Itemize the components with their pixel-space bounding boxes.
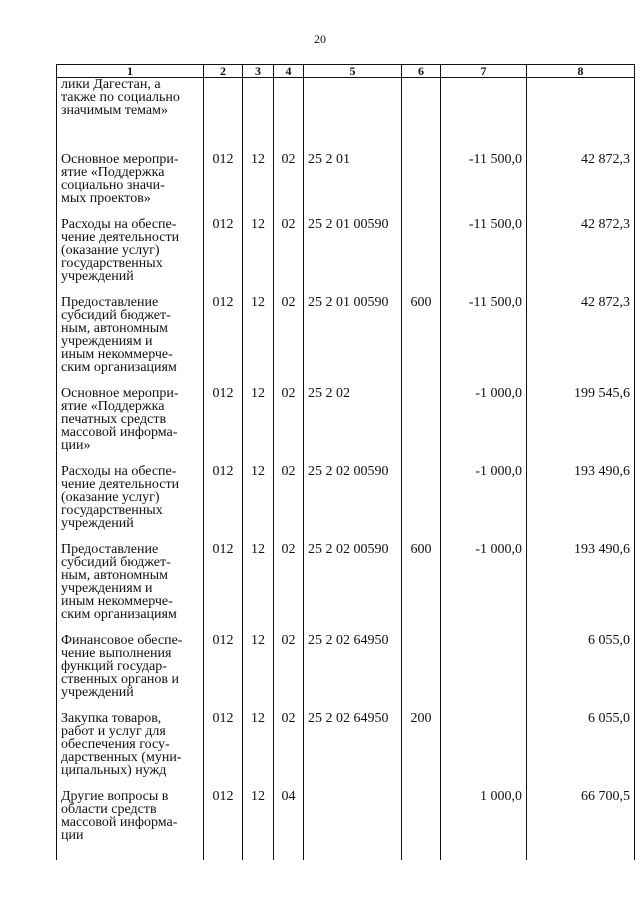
description-line: государственных (61, 256, 163, 271)
total-amount: 66 700,5 (527, 780, 635, 860)
section-code: 12 (243, 702, 274, 780)
column-header: 7 (441, 65, 527, 78)
table-row (57, 78, 635, 144)
description-line: чение деятельности (61, 230, 180, 245)
description-line: иным некоммерче- (61, 594, 173, 609)
description-line: мых проектов» (61, 191, 151, 206)
description-line: государственных (61, 503, 163, 518)
subsection-code: 02 (274, 143, 304, 208)
description-line: Предоставление (61, 542, 159, 557)
description-line: социально значи- (61, 178, 165, 193)
expense-type-code (402, 143, 441, 208)
change-amount: -11 500,0 (441, 286, 527, 377)
total-amount: 6 055,0 (527, 702, 635, 780)
total-amount: 193 490,6 (527, 533, 635, 624)
description-line: лики Дагестан, а (61, 77, 161, 92)
change-amount: -11 500,0 (441, 143, 527, 208)
description-line: чение деятельности (61, 477, 180, 492)
subsection-code: 02 (274, 286, 304, 377)
description-line: учреждений (61, 516, 134, 531)
row-description (57, 624, 204, 702)
target-article-code: 25 2 01 (304, 143, 402, 208)
description-line: Расходы на обеспе- (61, 217, 177, 232)
section-code: 12 (243, 143, 274, 208)
description-line: ным, автономным (61, 321, 169, 336)
subsection-code: 04 (274, 780, 304, 860)
description-line: Закупка товаров, (61, 711, 162, 726)
description-line: также по социально (61, 90, 180, 105)
column-header: 2 (204, 65, 243, 78)
change-amount (441, 624, 527, 702)
target-article-code (304, 78, 402, 144)
expense-type-code (402, 78, 441, 144)
expense-type-code: 600 (402, 286, 441, 377)
description-line: ским организациям (61, 360, 177, 375)
description-line: печатных средств (61, 412, 167, 427)
target-article-code: 25 2 01 00590 (304, 208, 402, 286)
target-article-code: 25 2 02 00590 (304, 455, 402, 533)
total-amount: 6 055,0 (527, 624, 635, 702)
target-article-code: 25 2 01 00590 (304, 286, 402, 377)
change-amount: -1 000,0 (441, 377, 527, 455)
ministry-code: 012 (204, 624, 243, 702)
total-amount: 193 490,6 (527, 455, 635, 533)
description-line: ципальных) нужд (61, 763, 167, 778)
subsection-code: 02 (274, 702, 304, 780)
description-line: Основное меропри- (61, 152, 179, 167)
target-article-code: 25 2 02 64950 (304, 624, 402, 702)
change-amount (441, 78, 527, 144)
description-line: ным, автономным (61, 568, 169, 583)
subsection-code: 02 (274, 533, 304, 624)
subsection-code: 02 (274, 208, 304, 286)
description-line: Расходы на обеспе- (61, 464, 177, 479)
budget-table (56, 64, 635, 860)
change-amount: 1 000,0 (441, 780, 527, 860)
subsection-code (274, 78, 304, 144)
description-line: (оказание услуг) (61, 490, 160, 505)
target-article-code (304, 780, 402, 860)
ministry-code: 012 (204, 533, 243, 624)
table-row (57, 377, 635, 455)
table-row (57, 780, 635, 860)
description-line: субсидий бюджет- (61, 555, 171, 570)
description-line: ственных органов и (61, 672, 180, 687)
expense-type-code (402, 208, 441, 286)
total-amount: 42 872,3 (527, 286, 635, 377)
description-line: значимым темам» (61, 103, 169, 118)
description-line: ции (61, 828, 84, 843)
table-row (57, 208, 635, 286)
column-header: 3 (243, 65, 274, 78)
column-header: 1 (57, 65, 204, 78)
description-line: функций государ- (61, 659, 167, 674)
subsection-code: 02 (274, 455, 304, 533)
ministry-code: 012 (204, 455, 243, 533)
table-row (57, 533, 635, 624)
ministry-code (204, 78, 243, 144)
ministry-code: 012 (204, 143, 243, 208)
description-line: Финансовое обеспе- (61, 633, 183, 648)
column-header: 5 (304, 65, 402, 78)
column-header: 8 (527, 65, 635, 78)
total-amount: 42 872,3 (527, 208, 635, 286)
description-line: учреждениям и (61, 581, 153, 596)
table-row (57, 143, 635, 208)
change-amount: -1 000,0 (441, 455, 527, 533)
section-code: 12 (243, 780, 274, 860)
description-line: области средств (61, 802, 157, 817)
table-row (57, 286, 635, 377)
expense-type-code (402, 377, 441, 455)
description-line: учреждений (61, 685, 134, 700)
ministry-code: 012 (204, 780, 243, 860)
table-row (57, 702, 635, 780)
expense-type-code (402, 780, 441, 860)
description-line: Другие вопросы в (61, 789, 169, 804)
expense-type-code (402, 624, 441, 702)
description-line: ским организациям (61, 607, 177, 622)
section-code: 12 (243, 533, 274, 624)
ministry-code: 012 (204, 286, 243, 377)
description-line: ятие «Поддержка (61, 165, 165, 180)
description-line: (оказание услуг) (61, 243, 160, 258)
expense-type-code: 200 (402, 702, 441, 780)
row-description (57, 455, 204, 533)
target-article-code: 25 2 02 64950 (304, 702, 402, 780)
description-line: ции» (61, 438, 91, 453)
expense-type-code (402, 455, 441, 533)
section-code: 12 (243, 377, 274, 455)
total-amount (527, 78, 635, 144)
description-line: Предоставление (61, 295, 159, 310)
description-line: субсидий бюджет- (61, 308, 171, 323)
description-line: учреждений (61, 269, 134, 284)
change-amount (441, 702, 527, 780)
header-row (57, 65, 635, 78)
change-amount: -1 000,0 (441, 533, 527, 624)
row-description (57, 780, 204, 860)
expense-type-code: 600 (402, 533, 441, 624)
description-line: ятие «Поддержка (61, 399, 165, 414)
row-description (57, 702, 204, 780)
description-line: массовой информа- (61, 815, 178, 830)
total-amount: 199 545,6 (527, 377, 635, 455)
subsection-code: 02 (274, 377, 304, 455)
row-description (57, 208, 204, 286)
section-code: 12 (243, 208, 274, 286)
row-description (57, 78, 204, 144)
subsection-code: 02 (274, 624, 304, 702)
table-row (57, 624, 635, 702)
column-header: 6 (402, 65, 441, 78)
description-line: чение выполнения (61, 646, 172, 661)
target-article-code: 25 2 02 00590 (304, 533, 402, 624)
section-code: 12 (243, 455, 274, 533)
section-code: 12 (243, 286, 274, 377)
row-description (57, 286, 204, 377)
section-code: 12 (243, 624, 274, 702)
ministry-code: 012 (204, 208, 243, 286)
target-article-code: 25 2 02 (304, 377, 402, 455)
ministry-code: 012 (204, 702, 243, 780)
description-line: учреждениям и (61, 334, 153, 349)
description-line: работ и услуг для (61, 724, 166, 739)
table-row (57, 455, 635, 533)
row-description (57, 143, 204, 208)
description-line: дарственных (муни- (61, 750, 182, 765)
change-amount: -11 500,0 (441, 208, 527, 286)
row-description (57, 533, 204, 624)
page-number: 20 (314, 32, 326, 46)
description-line: иным некоммерче- (61, 347, 173, 362)
description-line: Основное меропри- (61, 386, 179, 401)
description-line: массовой информа- (61, 425, 178, 440)
total-amount: 42 872,3 (527, 143, 635, 208)
section-code (243, 78, 274, 144)
row-description (57, 377, 204, 455)
ministry-code: 012 (204, 377, 243, 455)
column-header: 4 (274, 65, 304, 78)
description-line: обеспечения госу- (61, 737, 170, 752)
